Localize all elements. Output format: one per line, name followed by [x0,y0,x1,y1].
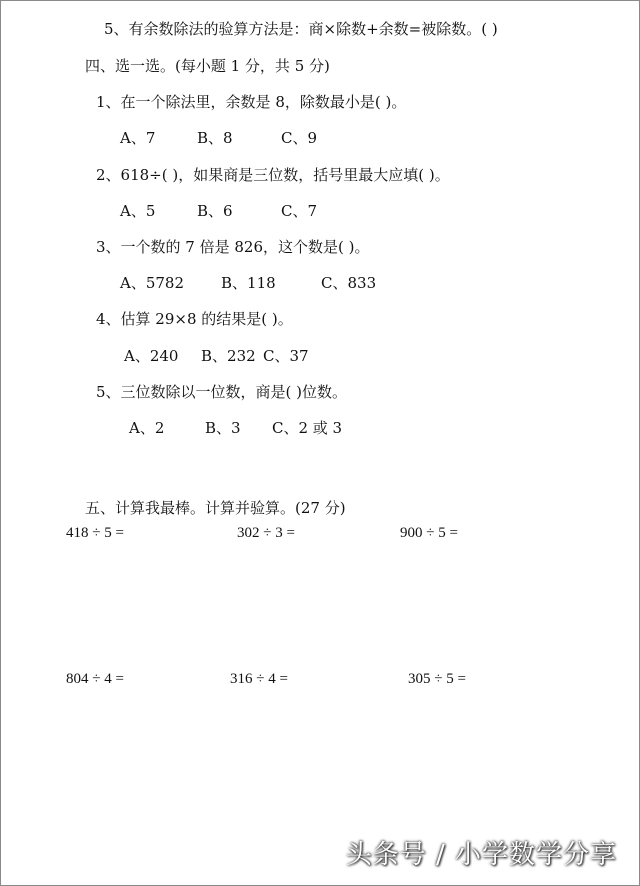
calc-problem-3: 900 ÷ 5 = [400,525,458,541]
calc-problem-4: 804 ÷ 4 = [66,671,124,687]
mc-q5-option-c: C、2 或 3 [272,419,343,437]
calc-problem-5: 316 ÷ 4 = [230,671,288,687]
mc-question-3: 3、一个数的 7 倍是 826，这个数是( )。 [96,238,370,256]
mc-q4-option-c: C、37 [263,347,309,365]
mc-question-1: 1、在一个除法里，余数是 8，除数最小是( )。 [96,93,407,111]
mc-q1-option-a: A、7 [120,129,156,147]
mc-q2-option-a: A、5 [120,202,156,220]
section-4-title: 四、选一选。(每小题 1 分，共 5 分) [85,57,330,75]
section-5-title: 五、计算我最棒。计算并验算。(27 分) [85,499,346,517]
mc-q4-option-a: A、240 [124,347,179,365]
mc-q3-option-c: C、833 [321,274,377,292]
mc-q4-option-b: B、232 [201,347,256,365]
mc-q1-option-b: B、8 [197,129,233,147]
mc-question-5: 5、三位数除以一位数，商是( )位数。 [96,383,348,401]
watermark: 头条号 / 小学数学分享 [345,840,617,870]
mc-q3-option-b: B、118 [221,274,276,292]
mc-q3-option-a: A、5782 [120,274,185,292]
mc-q1-option-c: C、9 [281,129,318,147]
mc-q2-option-b: B、6 [197,202,233,220]
mc-q5-option-a: A、2 [129,419,165,437]
mc-q2-option-c: C、7 [281,202,318,220]
mc-question-2: 2、618÷( )，如果商是三位数，括号里最大应填( )。 [96,166,450,184]
calc-problem-2: 302 ÷ 3 = [237,525,295,541]
calc-problem-1: 418 ÷ 5 = [66,525,124,541]
judge-item-5: 5、有余数除法的验算方法是：商×除数+余数=被除数。( ) [104,20,498,38]
mc-question-4: 4、估算 29×8 的结果是( )。 [96,310,293,328]
mc-q5-option-b: B、3 [205,419,241,437]
calc-problem-6: 305 ÷ 5 = [408,671,466,687]
